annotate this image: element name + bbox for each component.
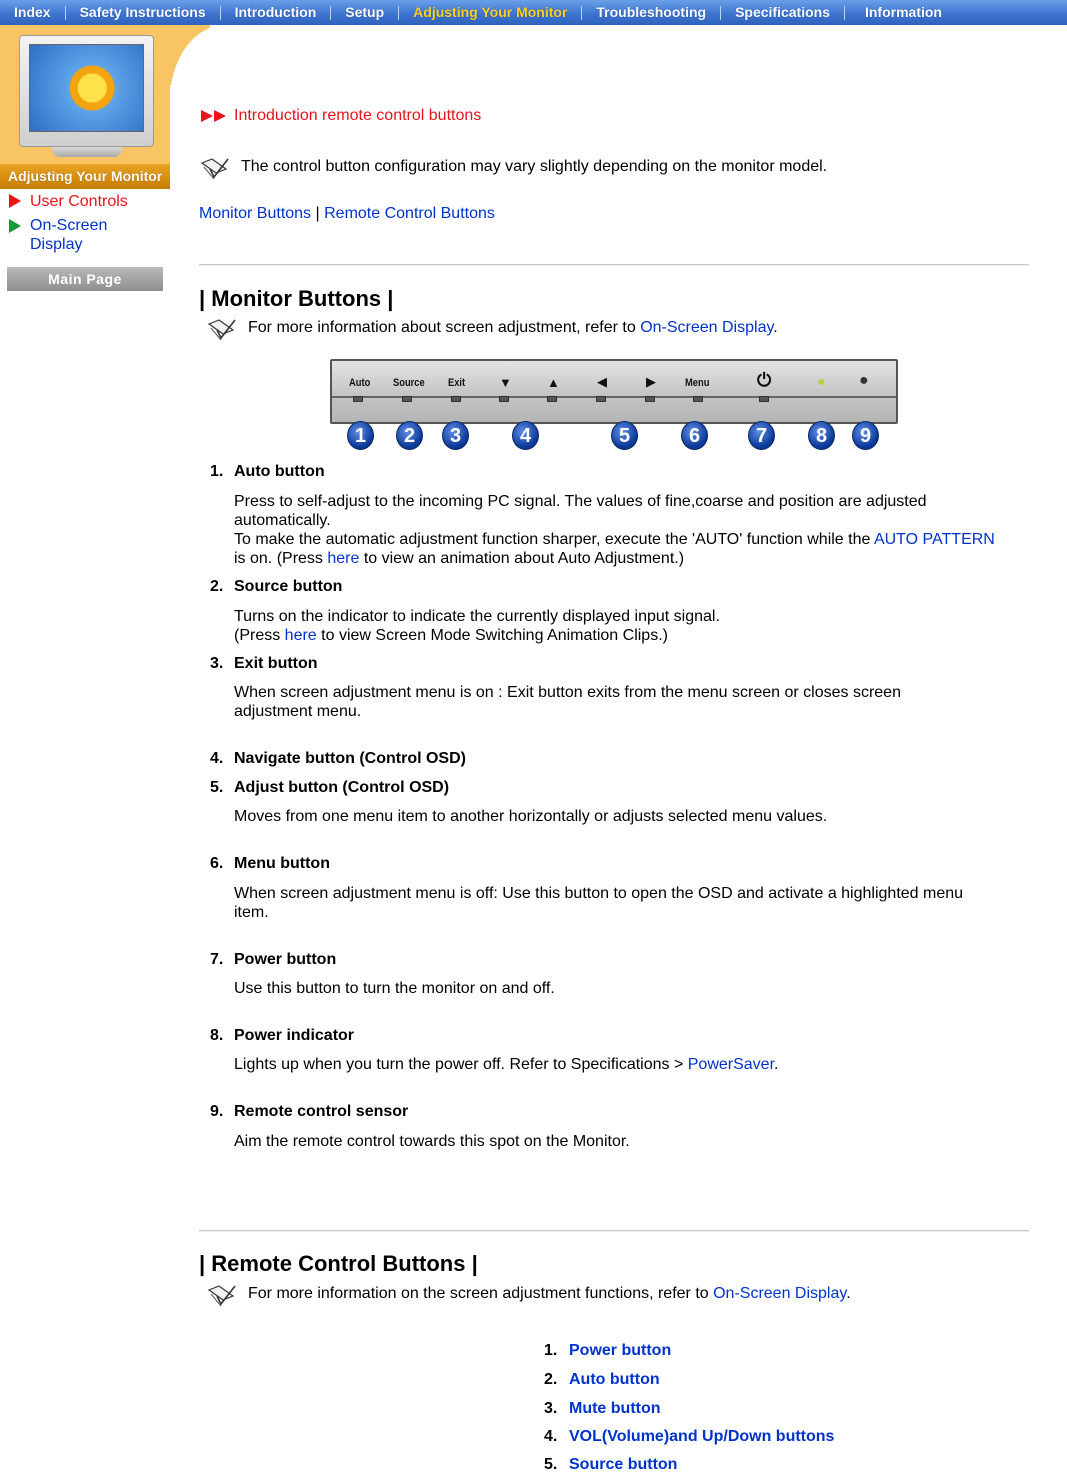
panel-label-menu: Menu — [685, 377, 710, 389]
note-pencil-icon — [200, 155, 230, 183]
sidebar-link-user-controls[interactable]: User Controls — [30, 193, 128, 210]
item-title-menu-button: Menu button — [234, 855, 330, 872]
panel-label-source: Source — [393, 377, 425, 389]
item-description: Aim the remote control towards this spot on the Monitor. — [234, 1133, 630, 1150]
anchor-separator: | — [315, 205, 320, 222]
monitor-buttons-heading: | Monitor Buttons | — [199, 286, 394, 311]
item-number: 2. — [210, 578, 224, 595]
panel-face — [332, 361, 896, 398]
anchor-link-monitor-buttons[interactable]: Monitor Buttons — [199, 205, 312, 222]
link-auto-pattern[interactable]: AUTO PATTERN — [873, 531, 995, 548]
nav-specifications[interactable]: Specifications — [735, 4, 830, 20]
button-knob — [402, 396, 412, 402]
remote-link-volume-buttons[interactable]: VOL(Volume)and Up/Down buttons — [569, 1428, 835, 1445]
item-number: 8. — [210, 1027, 224, 1044]
description-line — [234, 530, 1004, 568]
callout-number: 5 — [611, 421, 638, 450]
button-knob — [759, 396, 769, 402]
note-text: For more information about screen adjustment, refer to — [248, 319, 641, 336]
item-description: When screen adjustment menu is on : Exit button exits from the menu screen or closes screen adjustment menu. — [234, 684, 901, 720]
link-on-screen-display[interactable]: On-Screen Display — [640, 319, 774, 336]
description-text: to view Screen Mode Switching Animation Clips.) — [316, 627, 668, 644]
item-title-power-indicator: Power indicator — [234, 1027, 355, 1044]
up-triangle-icon: ▲ — [547, 375, 560, 390]
remote-section-note — [248, 1284, 851, 1303]
flower-wallpaper-image — [29, 44, 144, 132]
double-arrow-icon — [201, 110, 227, 122]
callout-number: 3 — [442, 421, 469, 450]
description-line: Press to self-adjust to the incoming PC signal. The values of fine,coarse and position are adjusted automatically. — [234, 493, 927, 529]
description-line — [234, 626, 1004, 645]
item-description: Moves from one menu item to another horizontally or adjusts selected menu values. — [234, 808, 828, 825]
monitor-stand-illustration — [52, 147, 122, 157]
item-title-power-button: Power button — [234, 951, 337, 968]
red-arrow-icon — [9, 194, 21, 208]
link-here-screen-mode-animation[interactable]: here — [284, 627, 317, 644]
button-knob — [451, 396, 461, 402]
nav-adjusting-your-monitor[interactable]: Adjusting Your Monitor — [413, 4, 568, 20]
button-knob — [596, 396, 606, 402]
item-description — [234, 492, 1004, 568]
item-number: 4. — [210, 750, 224, 767]
item-number: 3. — [544, 1400, 558, 1417]
remote-link-source-button[interactable]: Source button — [569, 1456, 678, 1473]
anchor-links — [199, 204, 495, 223]
nav-setup[interactable]: Setup — [345, 4, 385, 20]
item-number: 1. — [544, 1342, 558, 1359]
button-knob — [645, 396, 655, 402]
right-triangle-icon: ▶ — [646, 374, 656, 389]
remote-link-mute-button[interactable]: Mute button — [569, 1400, 661, 1417]
item-description — [234, 607, 1004, 645]
item-title-auto-button: Auto button — [234, 463, 325, 480]
item-number: 9. — [210, 1103, 224, 1120]
section-label: Adjusting Your Monitor — [0, 164, 170, 189]
nav-troubleshooting[interactable]: Troubleshooting — [596, 4, 707, 20]
description-text: to view an animation about Auto Adjustment.) — [359, 550, 685, 567]
anchor-link-remote-control-buttons[interactable]: Remote Control Buttons — [324, 205, 495, 222]
item-number: 4. — [544, 1428, 558, 1445]
monitor-illustration — [19, 35, 154, 147]
callout-number: 6 — [681, 421, 708, 450]
button-knob — [693, 396, 703, 402]
note-suffix: . — [773, 319, 778, 336]
divider — [199, 264, 1029, 266]
panel-label-exit: Exit — [448, 377, 466, 389]
divider — [199, 1230, 1029, 1232]
description-line: Turns on the indicator to indicate the currently displayed input signal. — [234, 608, 720, 625]
description-text: To make the automatic adjustment function sharper, execute the 'AUTO' function while the — [234, 531, 874, 548]
item-title-exit-button: Exit button — [234, 655, 318, 672]
item-number: 6. — [210, 855, 224, 872]
description-text: is on. (Press — [234, 550, 328, 567]
item-title-source-button: Source button — [234, 578, 343, 595]
callout-number: 1 — [347, 421, 374, 450]
item-number: 3. — [210, 655, 224, 672]
callout-number: 2 — [396, 421, 423, 450]
nav-index[interactable]: Index — [14, 4, 51, 20]
callout-number: 9 — [852, 421, 879, 450]
monitor-button-panel-illustration — [330, 359, 898, 424]
item-number: 7. — [210, 951, 224, 968]
item-title-navigate-button: Navigate button (Control OSD) — [234, 750, 466, 767]
button-knob — [547, 396, 557, 402]
description-text: Lights up when you turn the power off. Refer to Specifications > — [234, 1056, 688, 1073]
callout-number: 4 — [512, 421, 539, 450]
item-number: 1. — [210, 463, 224, 480]
configuration-note: The control button configuration may vary slightly depending on the monitor model. — [241, 158, 828, 175]
nav-safety-instructions[interactable]: Safety Instructions — [79, 4, 206, 20]
main-page-button[interactable]: Main Page — [7, 267, 163, 291]
sidebar — [0, 25, 175, 305]
section-banner — [0, 25, 170, 189]
item-description — [234, 1055, 1004, 1074]
nav-introduction[interactable]: Introduction — [234, 4, 317, 20]
link-powersaver[interactable]: PowerSaver — [687, 1056, 775, 1073]
green-arrow-icon — [9, 219, 21, 233]
link-here-auto-animation[interactable]: here — [327, 550, 360, 567]
panel-label-auto: Auto — [349, 377, 371, 389]
link-on-screen-display[interactable]: On-Screen Display — [713, 1285, 847, 1302]
item-description: Use this button to turn the monitor on and off. — [234, 980, 555, 997]
callout-number: 7 — [748, 421, 775, 450]
item-number: 5. — [210, 779, 224, 796]
remote-control-buttons-heading: | Remote Control Buttons | — [199, 1251, 478, 1276]
note-pencil-icon — [207, 1282, 237, 1310]
monitor-section-note — [248, 318, 778, 337]
top-navigation-bar — [0, 0, 1067, 25]
item-title-remote-control-sensor: Remote control sensor — [234, 1103, 409, 1120]
description-text: (Press — [234, 627, 285, 644]
remote-link-power-button[interactable]: Power button — [569, 1342, 672, 1359]
note-pencil-icon — [207, 316, 237, 344]
note-suffix: . — [846, 1285, 851, 1302]
left-triangle-icon: ◀ — [597, 374, 607, 389]
power-indicator-led-icon: ● — [817, 373, 826, 389]
remote-sensor-icon: ● — [859, 372, 869, 389]
description-text: . — [774, 1056, 779, 1073]
down-triangle-icon: ▼ — [499, 375, 512, 390]
remote-link-auto-button[interactable]: Auto button — [569, 1371, 660, 1388]
note-text: For more information on the screen adjustment functions, refer to — [248, 1285, 714, 1302]
nav-information[interactable]: Information — [864, 4, 942, 20]
item-number: 5. — [544, 1456, 558, 1473]
sidebar-link-on-screen-display[interactable]: On-Screen Display — [30, 217, 108, 253]
button-knob — [499, 396, 509, 402]
button-knob — [353, 396, 363, 402]
item-description: When screen adjustment menu is off: Use this button to open the OSD and activate a highlighted menu item. — [234, 885, 964, 921]
page-title: Introduction remote control buttons — [234, 107, 482, 124]
item-number: 2. — [544, 1371, 558, 1388]
power-symbol-icon: ⏻ — [757, 370, 772, 390]
callout-number: 8 — [808, 421, 835, 450]
item-title-adjust-button: Adjust button (Control OSD) — [234, 779, 450, 796]
